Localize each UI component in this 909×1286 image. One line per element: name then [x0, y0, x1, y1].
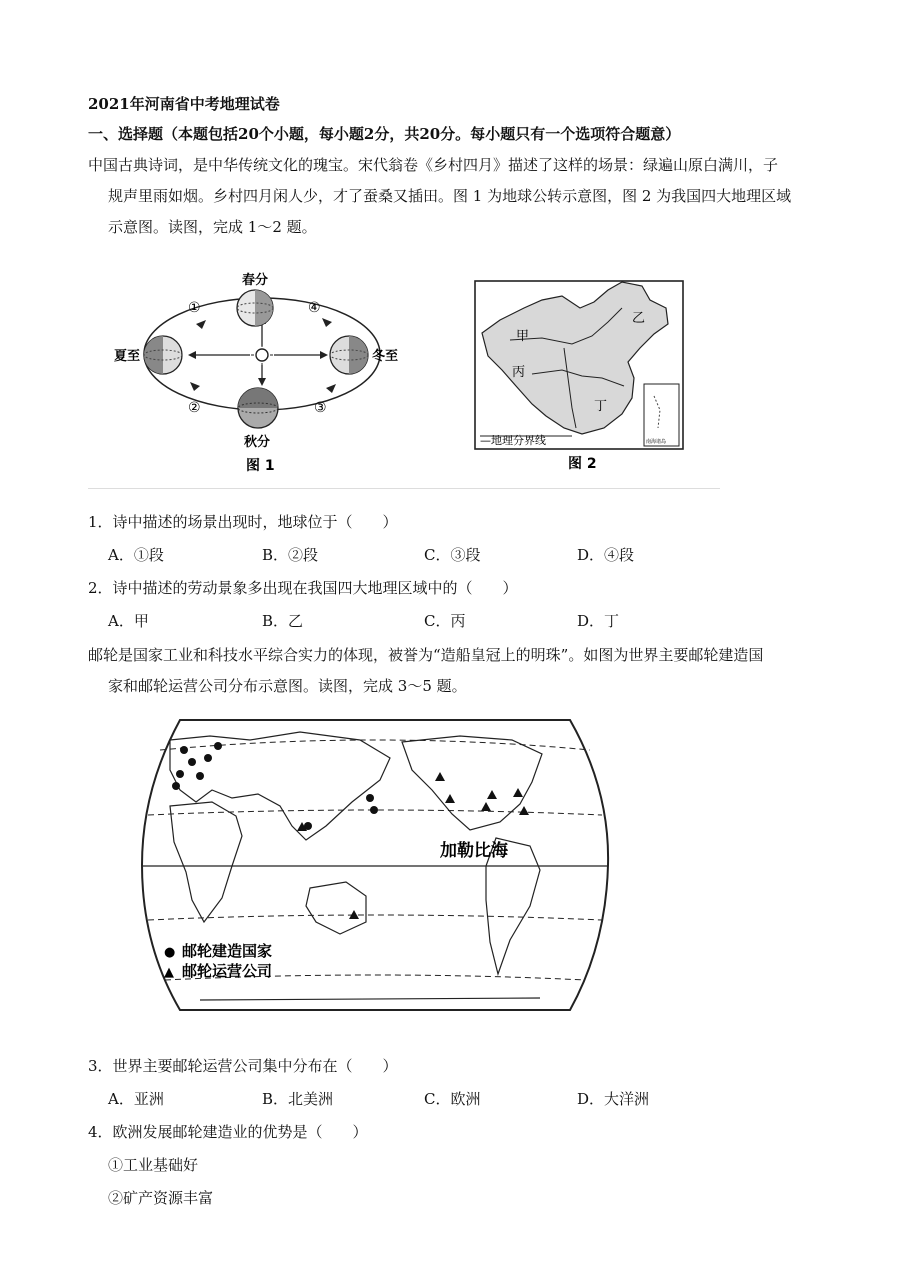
segment-4-label: ④ — [308, 300, 321, 316]
section-heading: 一、选择题（本题包括20个小题，每小题2分，共20分。每小题只有一个选项符合题意） — [88, 125, 681, 143]
intro-line: 邮轮是国家工业和科技水平综合实力的体现，被誉为“造船皇冠上的明珠”。如图为世界主要邮轮建造国 — [88, 646, 764, 664]
question-4-stem: 4．欧洲发展邮轮建造业的优势是（ ） — [88, 1123, 368, 1141]
label-spring: 春分 — [242, 273, 269, 288]
globe-spring — [237, 290, 273, 326]
q2-option-a: A．甲 — [108, 612, 149, 630]
world-map — [140, 710, 610, 1015]
label-summer: 夏至 — [114, 349, 141, 364]
q4-statement-2: ②矿产资源丰富 — [108, 1189, 214, 1207]
globe-autumn — [238, 388, 278, 428]
segment-3-label: ③ — [314, 400, 327, 416]
legend-operate-marker: ▲ — [164, 965, 174, 980]
figure-1-caption: 图 1 — [246, 458, 275, 474]
legend-boundary: —地理分界线 — [480, 434, 546, 447]
intro-line: 家和邮轮运营公司分布示意图。读图，完成 3～5 题。 — [108, 677, 467, 695]
q2-option-d: D．丁 — [577, 612, 620, 630]
question-2-stem: 2．诗中描述的劳动景象多出现在我国四大地理区域中的（ ） — [88, 579, 518, 597]
intro-paragraph-1 — [88, 150, 838, 243]
q2-option-c: C．丙 — [424, 612, 466, 630]
sun-icon — [251, 344, 273, 366]
segment-1-label: ① — [188, 300, 201, 316]
globe-summer — [144, 336, 182, 374]
q3-option-c: C．欧洲 — [424, 1090, 481, 1108]
intro-line: 示意图。读图，完成 1～2 题。 — [108, 218, 317, 236]
intro-line: 中国古典诗词，是中华传统文化的瑰宝。宋代翁卷《乡村四月》描述了这样的场景：绿遍山原白满川，子 — [88, 156, 779, 174]
region-ding: 丁 — [594, 399, 608, 414]
intro-line: 规声里雨如烟。乡村四月闲人少，才了蚕桑又插田。图 1 为地球公转示意图，图 2 为我国四大地理区域 — [108, 187, 792, 205]
figure-2-caption: 图 2 — [568, 456, 597, 472]
figure-2-china-regions — [472, 278, 687, 478]
q3-option-b: B．北美洲 — [262, 1090, 334, 1108]
region-bing: 丙 — [512, 365, 526, 380]
intro-paragraph-2 — [88, 640, 838, 702]
region-jia: 甲 — [516, 329, 530, 344]
globe-winter — [330, 336, 368, 374]
region-yi: 乙 — [632, 311, 646, 326]
legend-build-marker: ● — [164, 945, 176, 960]
q1-option-a: A．①段 — [108, 546, 164, 564]
segment-2-label: ② — [188, 400, 201, 416]
divider — [88, 488, 720, 489]
inset-label: 南海诸岛 — [646, 439, 667, 445]
q4-statement-1: ①工业基础好 — [108, 1156, 199, 1174]
question-1-stem: 1．诗中描述的场景出现时，地球位于（ ） — [88, 513, 398, 531]
q3-option-d: D．大洋洲 — [577, 1090, 650, 1108]
q1-option-b: B．②段 — [262, 546, 319, 564]
q2-option-b: B．乙 — [262, 612, 304, 630]
question-3-stem: 3．世界主要邮轮运营公司集中分布在（ ） — [88, 1057, 398, 1075]
q3-option-a: A．亚洲 — [108, 1090, 164, 1108]
label-autumn: 秋分 — [244, 435, 271, 450]
legend-build-label: 邮轮建造国家 — [182, 942, 273, 960]
q1-option-c: C．③段 — [424, 546, 481, 564]
label-winter: 冬至 — [372, 349, 399, 364]
legend-operate-label: 邮轮运营公司 — [182, 962, 273, 980]
figure-1-earth-orbit — [100, 262, 420, 480]
q1-option-d: D．④段 — [577, 546, 635, 564]
doc-title: 2021年河南省中考地理试卷 — [88, 95, 280, 113]
label-caribbean: 加勒比海 — [440, 841, 508, 861]
